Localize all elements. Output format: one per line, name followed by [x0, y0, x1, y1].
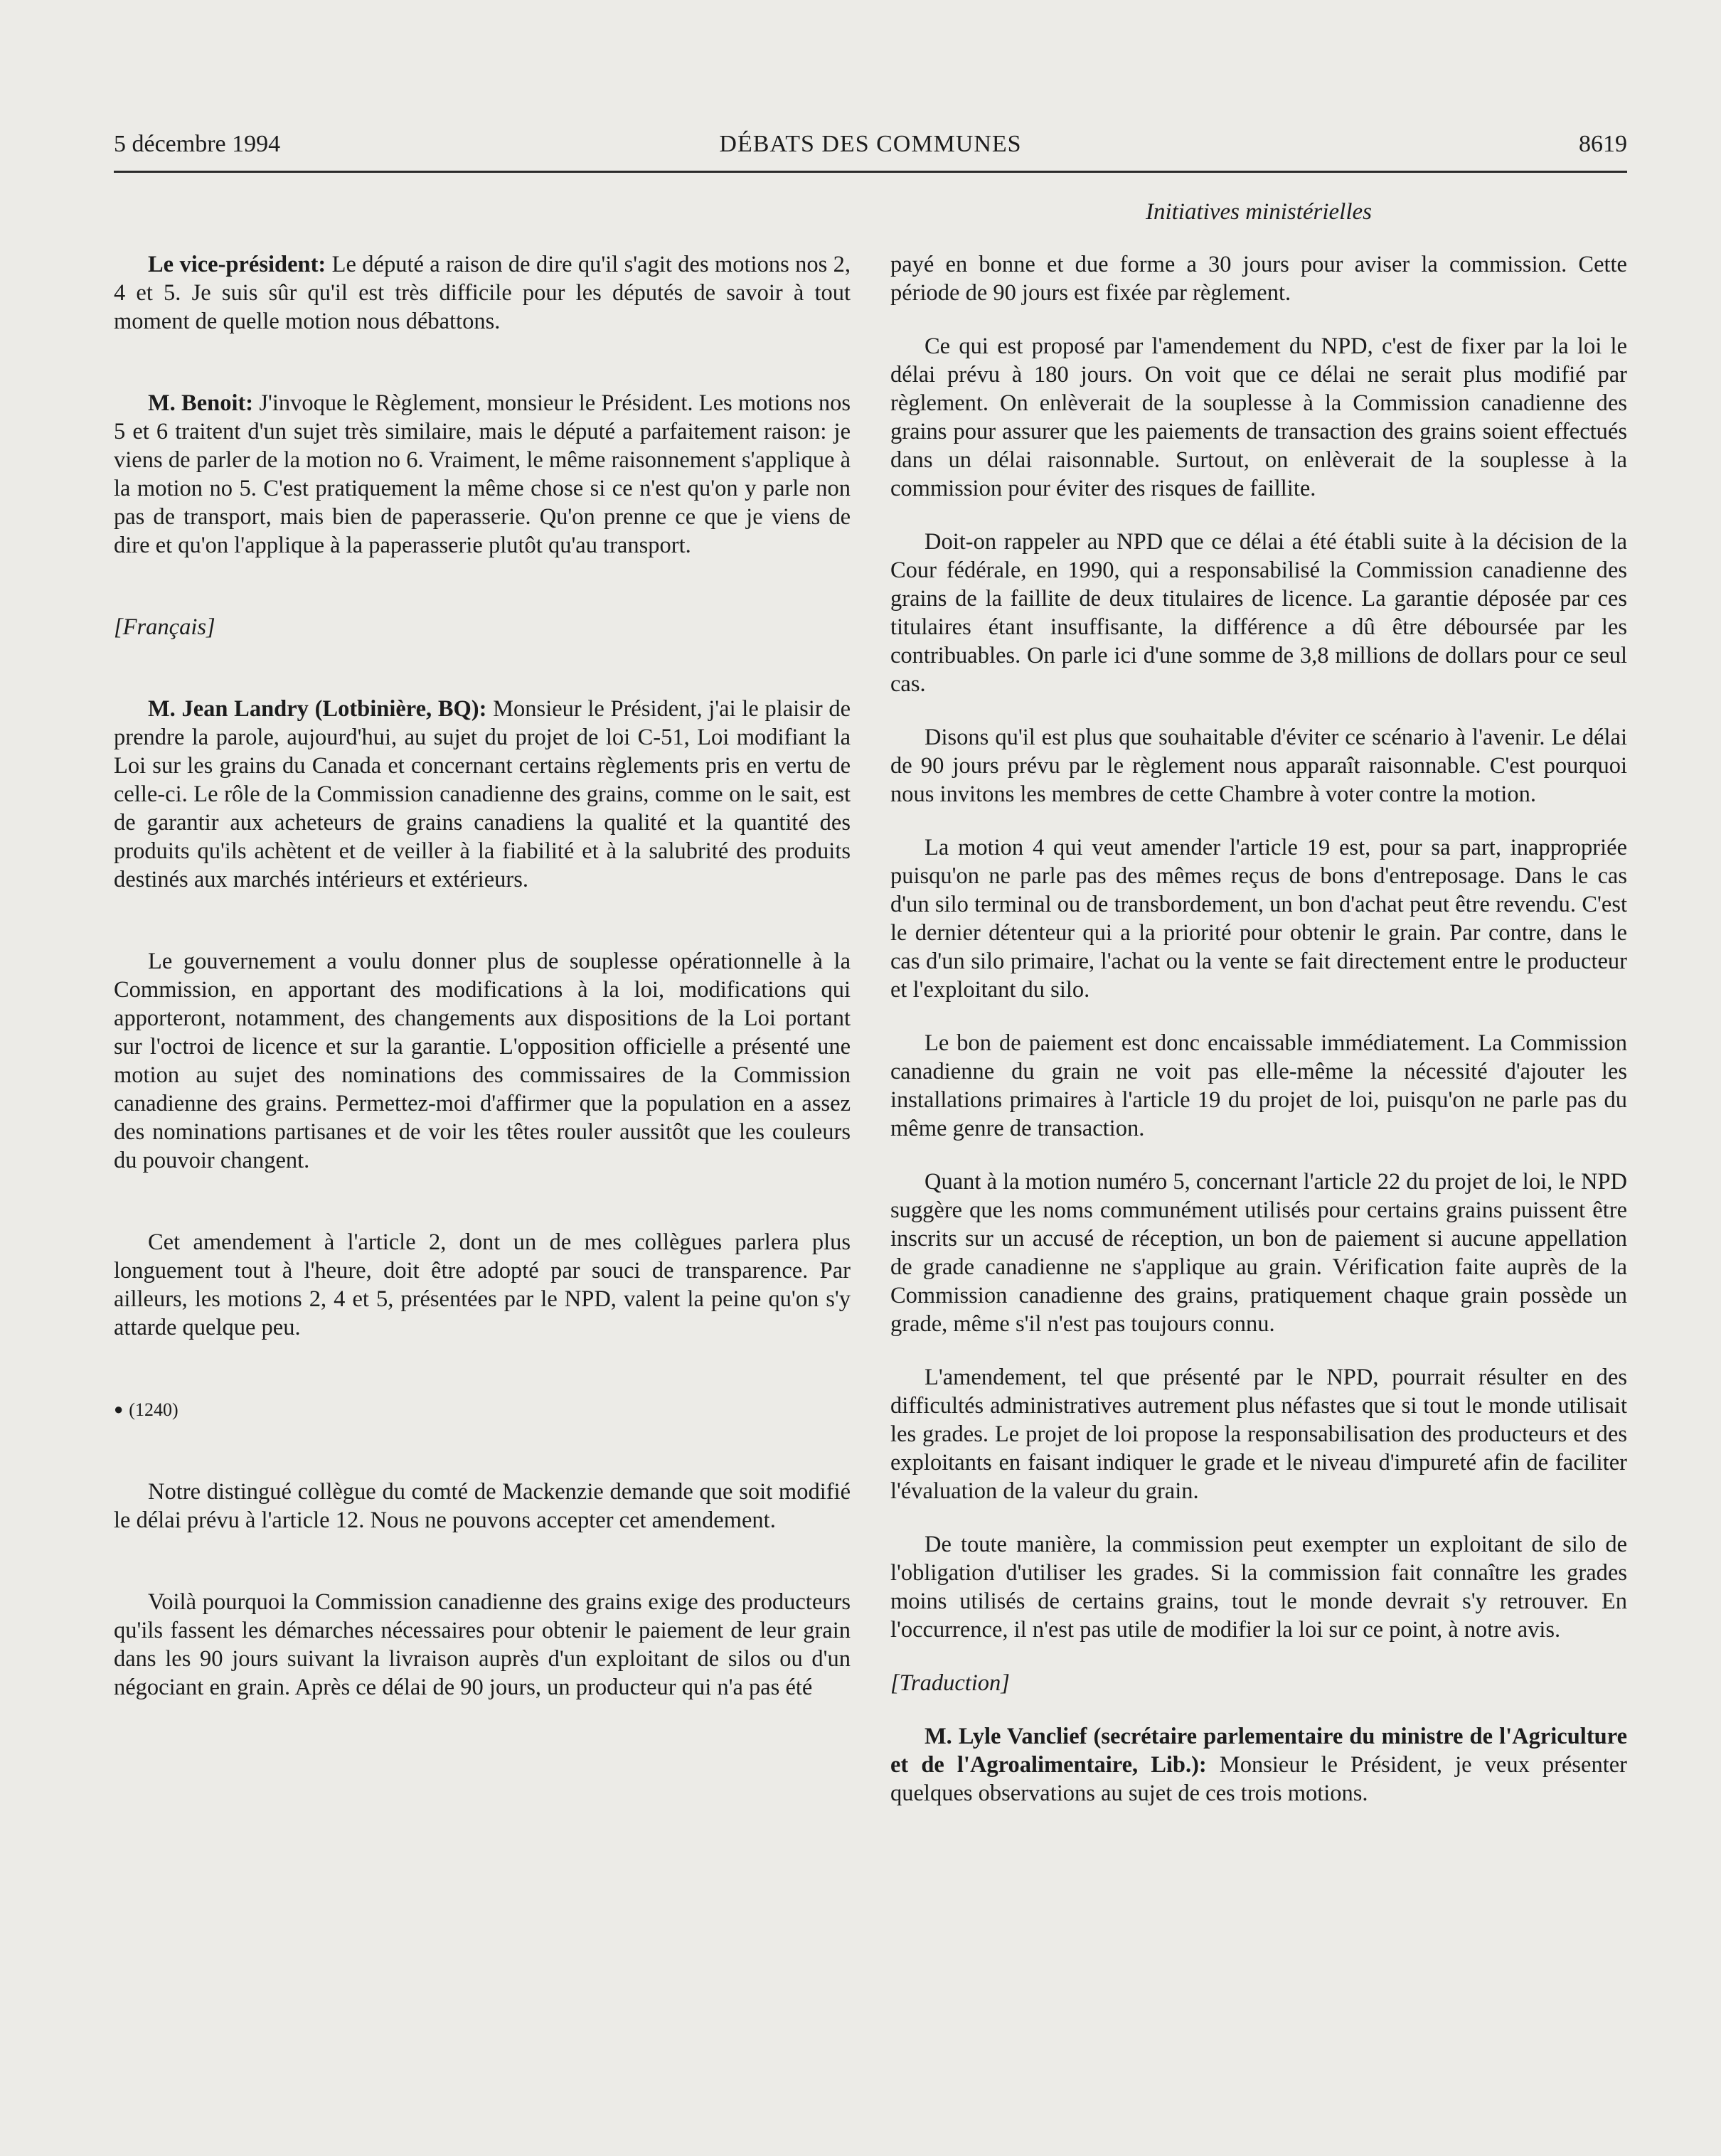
speaker-name: Le vice-président: — [148, 252, 326, 277]
paragraph: Quant à la motion numéro 5, concernant l'article 22 du projet de loi, le NPD suggère que les noms communément utilisés pour certains grains puissent être inscrits sur un accusé de réception, un bon de paiement si aucune appellation de grade canadienne ne s'applique au grain. Vérification faite auprès de la Commission canadienne des grains, pratiquement chaque grain possède un grade, même s'il n'est pas toujours connu. — [890, 1169, 1627, 1337]
paragraph: De toute manière, la commission peut exempter un exploitant de silo de l'obligation d'utiliser les grades. Si la commission fait connaître les grades moins utilisés de certains grains, tout le monde devrait s'y retrouver. En l'occurrence, il n'est pas utile de modifier la loi sur ce point, à notre avis. — [890, 1532, 1627, 1643]
page-header — [114, 121, 1627, 173]
paragraph — [114, 389, 851, 560]
left-column — [114, 250, 851, 1755]
header-date: 5 décembre 1994 — [114, 131, 281, 157]
header-page-number: 8619 — [1579, 131, 1627, 157]
speaker-name: M. Benoit: — [148, 390, 254, 416]
speech-text: Monsieur le Président, j'ai le plaisir de prendre la parole, aujourd'hui, au sujet du projet de loi C-51, Loi modifiant la Loi sur les grains du Canada et concernant certains règlements pris en vertu de celle-ci. Le rôle de la Commission canadienne des grains, comme on le sait, est de garantir aux acheteurs de grains canadiens la qualité et la quantité des produits qu'ils achètent et de veiller à la fiabilité et à la salubrité des produits destinés aux marchés intérieurs et extérieurs. — [114, 696, 851, 892]
paragraph: payé en bonne et due forme a 30 jours pour aviser la commission. Cette période de 90 jours est fixée par règlement. — [890, 252, 1627, 306]
paragraph: Doit-on rappeler au NPD que ce délai a été établi suite à la décision de la Cour fédérale, en 1990, qui a responsabilisé la Commission canadienne des grains de la faillite de deux titulaires de licence. La garantie déposée par ces titulaires étant insuffisante, la différence a dû être déboursée par les contribuables. On parle ici d'une somme de 3,8 millions de dollars pour ce seul cas. — [890, 529, 1627, 697]
paragraph: Ce qui est proposé par l'amendement du NPD, c'est de fixer par la loi le délai prévu à 180 jours. On voit que ce délai ne serait plus modifié par règlement. On enlèverait de la souplesse à la Commission canadienne des grains pour assurer que les paiements de transaction des grains soient effectués dans un délai raisonnable. Surtout, on enlèverait de la souplesse à la commission pour éviter des risques de faillite. — [890, 333, 1627, 501]
paragraph — [114, 695, 851, 894]
paragraph: La motion 4 qui veut amender l'article 19 est, pour sa part, inappropriée puisqu'on ne parle pas des mêmes reçus de bons d'entreposage. Dans le cas d'un silo terminal ou de transbordement, un bon d'achat peut être revendu. C'est le dernier détenteur qui a la priorité pour obtenir le grain. Par contre, dans le cas d'un silo primaire, l'achat ou la vente se fait directement entre le producteur et l'exploitant du silo. — [890, 835, 1627, 1003]
paragraph: Notre distingué collègue du comté de Mackenzie demande que soit modifié le délai prévu à l'article 12. Nous ne pouvons accepter cet amendement. — [114, 1479, 851, 1533]
paragraph: Disons qu'il est plus que souhaitable d'éviter ce scénario à l'avenir. Le délai de 90 jours prévu par le règlement nous apparaît raisonnable. C'est pourquoi nous invitons les membres de cette Chambre à voter contre la motion. — [890, 725, 1627, 807]
timestamp — [114, 1395, 851, 1424]
header-title: DÉBATS DES COMMUNES — [719, 131, 1022, 157]
speaker-name: M. Lyle Vanclief (secrétaire parlementaire du ministre de l'Agriculture et de l'Agroalimentaire, Lib.): — [890, 1724, 1627, 1778]
right-column — [890, 250, 1627, 1832]
bullet-icon: ● — [114, 1400, 124, 1418]
timestamp-text: (1240) — [129, 1399, 179, 1420]
language-tag: [Traduction] — [890, 1670, 1010, 1696]
paragraph: Le gouvernement a voulu donner plus de souplesse opérationnelle à la Commission, en apportant des modifications à la loi, modifications qui apporteront, notamment, des changements aux dispositions de la Loi portant sur l'octroi de licence et sur la garantie. L'opposition officielle a présenté une motion au sujet des nominations des commissaires de la Commission canadienne des grains. Permettez-moi d'affirmer que la population en a assez des nominations partisanes et de voir les têtes rouler aussitôt que les couleurs du pouvoir changent. — [114, 949, 851, 1173]
paragraph: Voilà pourquoi la Commission canadienne des grains exige des producteurs qu'ils fassent les démarches nécessaires pour obtenir le paiement de leur grain dans les 90 jours suivant la livraison auprès d'un exploitant de silos ou d'un négociant en grain. Après ce délai de 90 jours, un producteur qui n'a pas été — [114, 1589, 851, 1700]
paragraph: Cet amendement à l'article 2, dont un de mes collègues parlera plus longuement tout à l'heure, doit être adopté par souci de transparence. Par ailleurs, les motions 2, 4 et 5, présentées par le NPD, valent la peine qu'on s'y attarde quelque peu. — [114, 1229, 851, 1340]
paragraph — [114, 250, 851, 336]
speaker-name: M. Jean Landry (Lotbinière, BQ): — [148, 696, 487, 722]
language-tag: [Français] — [114, 614, 215, 640]
section-rubric: Initiatives ministérielles — [1145, 199, 1373, 225]
speech-text: Monsieur le Président, je veux présenter quelques observations au sujet de ces trois motions. — [890, 1752, 1627, 1806]
speech-text: J'invoque le Règlement, monsieur le Président. Les motions nos 5 et 6 traitent d'un sujet très similaire, mais le député a parfaitement raison: je viens de parler de la motion no 6. Vraiment, le même raisonnement s'applique à la motion no 5. C'est pratiquement la même chose si ce n'est qu'on y parle non pas de transport, mais bien de paperasserie. Qu'on prenne ce que je viens de dire et qu'on l'applique à la paperasserie plutôt qu'au transport. — [114, 390, 851, 558]
paragraph: L'amendement, tel que présenté par le NPD, pourrait résulter en des difficultés administratives autrement plus néfastes que si tout le monde utilisait les grades. Le projet de loi propose la responsabilisation des producteurs et des exploitants en faisant indiquer le grade et le niveau d'impureté afin de faciliter l'évaluation de la valeur du grain. — [890, 1365, 1627, 1504]
paragraph: Le bon de paiement est donc encaissable immédiatement. La Commission canadienne du grain ne voit pas elle-même la nécessité d'ajouter les installations primaires à l'article 19 du projet de loi, puisqu'on ne parle pas du même genre de transaction. — [890, 1030, 1627, 1141]
speech-text: Le député a raison de dire qu'il s'agit des motions nos 2, 4 et 5. Je suis sûr qu'il est très difficile pour les députés de savoir à tout moment de quelle motion nous débattons. — [114, 252, 851, 334]
paragraph — [890, 1722, 1627, 1808]
